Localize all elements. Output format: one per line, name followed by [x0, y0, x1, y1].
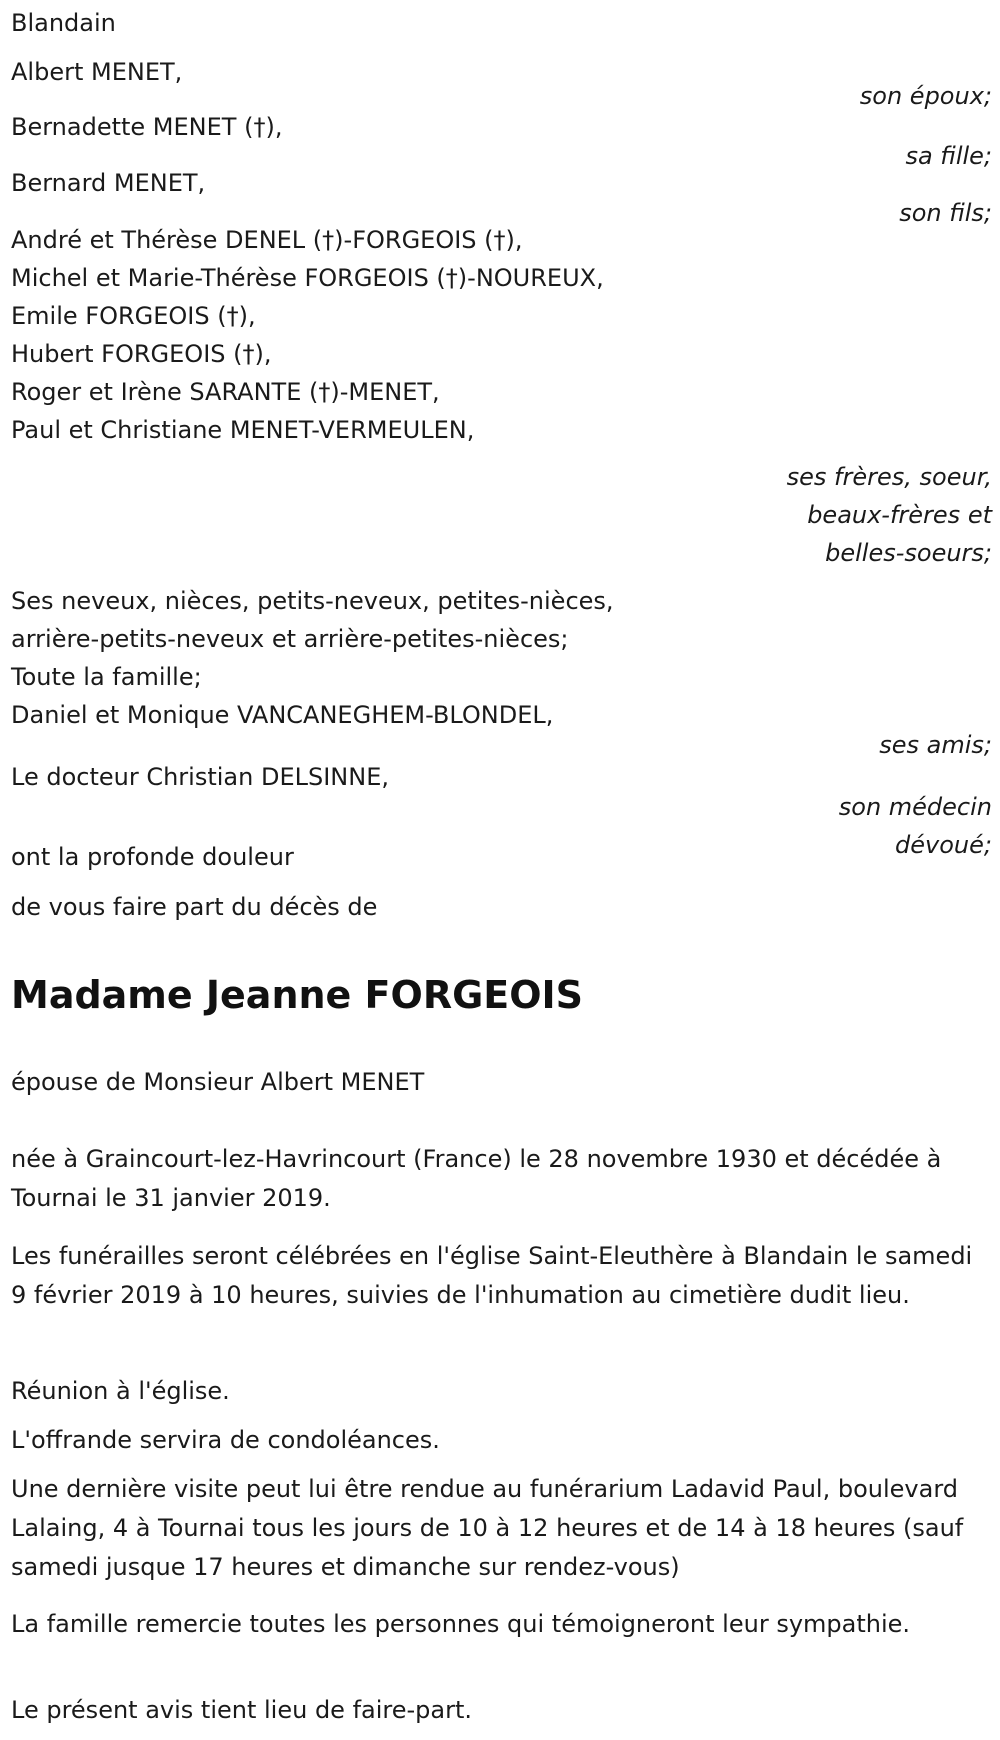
doctor-role: son médecin	[838, 793, 992, 821]
family-member-name: Bernard MENET,	[11, 169, 206, 197]
doctor-role: dévoué;	[895, 831, 992, 859]
siblings-role: beaux-frères et	[807, 501, 992, 529]
friends-role: ses amis;	[879, 731, 992, 759]
spouse-line: épouse de Monsieur Albert MENET	[11, 1068, 425, 1096]
family-member-name: Albert MENET,	[11, 58, 183, 86]
relatives-line: Daniel et Monique VANCANEGHEM-BLONDEL,	[11, 701, 554, 729]
sibling-line: André et Thérèse DENEL (†)-FORGEOIS (†),	[11, 226, 523, 254]
siblings-role: belles-soeurs;	[825, 539, 992, 567]
announce-line: ont la profonde douleur	[11, 843, 294, 871]
sibling-line: Emile FORGEOIS (†),	[11, 302, 256, 330]
siblings-role: ses frères, soeur,	[786, 463, 992, 491]
paragraph-birth-death: née à Graincourt-lez-Havrincourt (France) le 28 novembre 1930 et décédée à Tournai le 31 janvier 2019.	[11, 1145, 942, 1212]
sibling-line: Michel et Marie-Thérèse FORGEOIS (†)-NOUREUX,	[11, 264, 604, 292]
sibling-line: Paul et Christiane MENET-VERMEULEN,	[11, 416, 475, 444]
family-member-role: sa fille;	[905, 142, 992, 170]
family-member-name: Bernadette MENET (†),	[11, 113, 283, 141]
paragraph-notice: Le présent avis tient lieu de faire-part.	[11, 1696, 473, 1724]
sibling-line: Hubert FORGEOIS (†),	[11, 340, 272, 368]
paragraph-meeting: Réunion à l'église.	[11, 1377, 230, 1405]
family-member-role: son époux;	[859, 82, 992, 110]
paragraph-visit: Une dernière visite peut lui être rendue au funérarium Ladavid Paul, boulevard Lalaing, 4 à Tournai tous les jours de 10 à 12 heures et de 14 à 18 heures (sauf samedi jusque 17 heures et dimanche sur rendez-vous)	[11, 1475, 964, 1581]
sibling-line: Roger et Irène SARANTE (†)-MENET,	[11, 378, 440, 406]
doctor-name: Le docteur Christian DELSINNE,	[11, 763, 389, 791]
relatives-line: Toute la famille;	[11, 663, 202, 691]
announce-line: de vous faire part du décès de	[11, 893, 378, 921]
paragraph-thanks: La famille remercie toutes les personnes qui témoigneront leur sympathie.	[11, 1610, 911, 1638]
relatives-line: arrière-petits-neveux et arrière-petites-nièces;	[11, 625, 569, 653]
paragraph-offering: L'offrande servira de condoléances.	[11, 1426, 440, 1454]
paragraph-funeral: Les funérailles seront célébrées en l'église Saint-Eleuthère à Blandain le samedi 9 février 2019 à 10 heures, suivies de l'inhumation au cimetière dudit lieu.	[11, 1242, 973, 1309]
relatives-line: Ses neveux, nièces, petits-neveux, petites-nièces,	[11, 587, 614, 615]
deceased-name: Madame Jeanne FORGEOIS	[11, 973, 584, 1017]
family-member-role: son fils;	[899, 199, 992, 227]
place-name: Blandain	[11, 9, 116, 37]
